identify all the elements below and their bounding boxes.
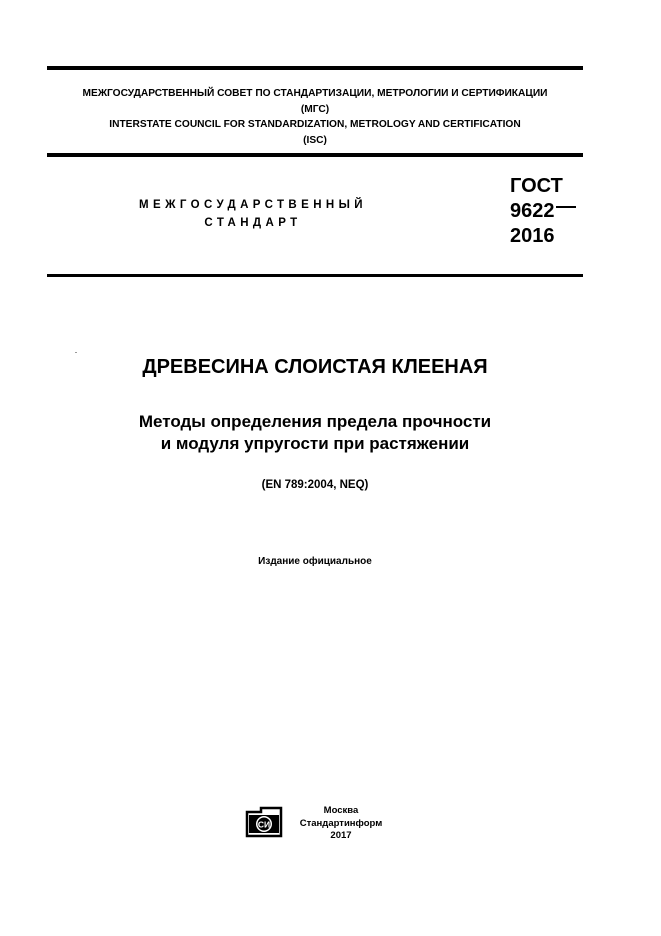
subtitle-line2: и модуля упругости при растяжении [160,434,470,453]
edition-note: Издание официальное [258,556,372,567]
council-abbr-en: (ISC) [303,134,327,146]
publisher-name: Стандартинформ [299,817,383,829]
publisher-city: Москва [323,805,359,816]
document-subtitle [0,411,630,455]
logo-letters: СИ [257,819,271,830]
designation-number: 9622 [510,200,555,222]
logo-graphic [245,806,283,838]
publisher-year: 2017 [330,830,352,841]
designation-dash [556,206,576,208]
standard-label-line1: МЕЖГОСУДАРСТВЕННЫЙ [139,199,367,211]
top-rule [47,66,583,70]
header-rule [47,153,583,157]
council-abbr-ru: (МГС) [300,103,330,115]
standartinform-logo-icon [245,806,283,838]
designation-year: 2016 [510,225,555,247]
council-name-en: INTERSTATE COUNCIL FOR STANDARDIZATION, METROLOGY AND CERTIFICATION [109,119,521,131]
council-header [47,86,583,148]
designation-rule [47,274,583,277]
standard-label-line2: СТАНДАРТ [204,217,302,229]
scan-speck [75,352,77,353]
designation-prefix: ГОСТ [510,175,563,197]
council-name-ru: МЕЖГОСУДАРСТВЕННЫЙ СОВЕТ ПО СТАНДАРТИЗАЦИИ, МЕТРОЛОГИИ И СЕРТИФИКАЦИИ [82,88,548,99]
standard-label [118,196,388,232]
reference-standard: (EN 789:2004, NEQ) [261,479,369,491]
publisher-block [286,805,396,843]
document-title: ДРЕВЕСИНА СЛОИСТАЯ КЛЕЕНАЯ [142,356,488,378]
subtitle-line1: Методы определения предела прочности [138,412,492,431]
standard-designation [510,174,576,249]
